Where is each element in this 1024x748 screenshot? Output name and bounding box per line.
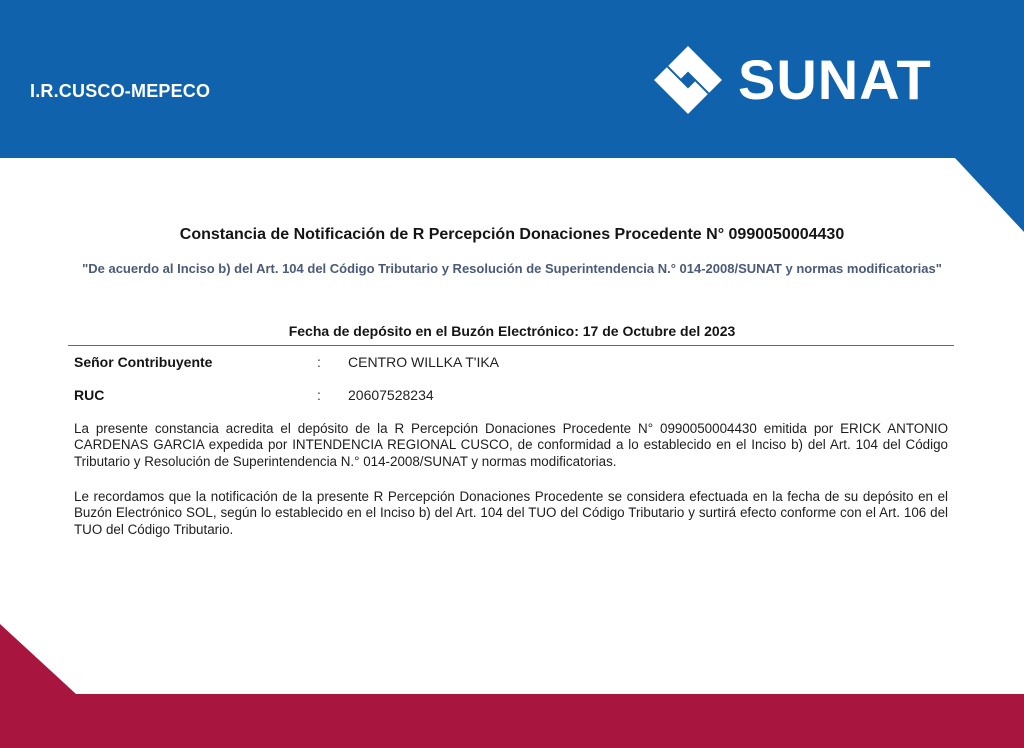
field-value: CENTRO WILLKA T'IKA — [348, 354, 500, 370]
field-value: 20607528234 — [348, 387, 434, 403]
office-label: I.R.CUSCO-MEPECO — [30, 81, 211, 101]
body-paragraph-1: La presente constancia acredita el depósito de la R Percepción Donaciones Procedente N° 0990050004430 emitida por ERICK ANTONIO CARDENAS GARCIA expedida por INTENDENCIA REGIONAL CUSCO, de conformidad a lo establecido en el Inciso b) del Art. 104 del Código Tributario y Resolución de Superintendencia N.° 014-2008/SUNAT y normas modificatorias. — [74, 421, 948, 469]
field-separator: : — [317, 354, 321, 370]
field-separator: : — [317, 387, 321, 403]
field-label: RUC — [74, 387, 105, 403]
divider — [68, 345, 954, 346]
document-title: Constancia de Notificación de R Percepción Donaciones Procedente N° 0990050004430 — [179, 226, 845, 243]
field-label: Señor Contribuyente — [74, 354, 213, 370]
deposit-date: Fecha de depósito en el Buzón Electrónico: 17 de Octubre del 2023 — [288, 323, 736, 339]
logo-wordmark: SUNAT — [738, 48, 932, 111]
field-row-ruc — [74, 387, 954, 407]
body-paragraph-2: Le recordamos que la notificación de la presente R Percepción Donaciones Procedente se considera efectuada en la fecha de su depósito en el Buzón Electrónico SOL, según lo establecido en el Inciso b) del Art. 104 del TUO del Código Tributario y surtirá efecto conforme con el Art. 106 del TUO del Código Tributario. — [74, 489, 948, 537]
sunat-logo — [652, 40, 932, 120]
footer-maroon-band — [0, 624, 1024, 748]
field-row-contribuyente — [74, 354, 954, 374]
legal-reference: "De acuerdo al Inciso b) del Art. 104 del Código Tributario y Resolución de Superintendencia N.° 014-2008/SUNAT y normas modificatorias" — [82, 261, 942, 276]
sunat-emblem-icon — [652, 40, 724, 120]
